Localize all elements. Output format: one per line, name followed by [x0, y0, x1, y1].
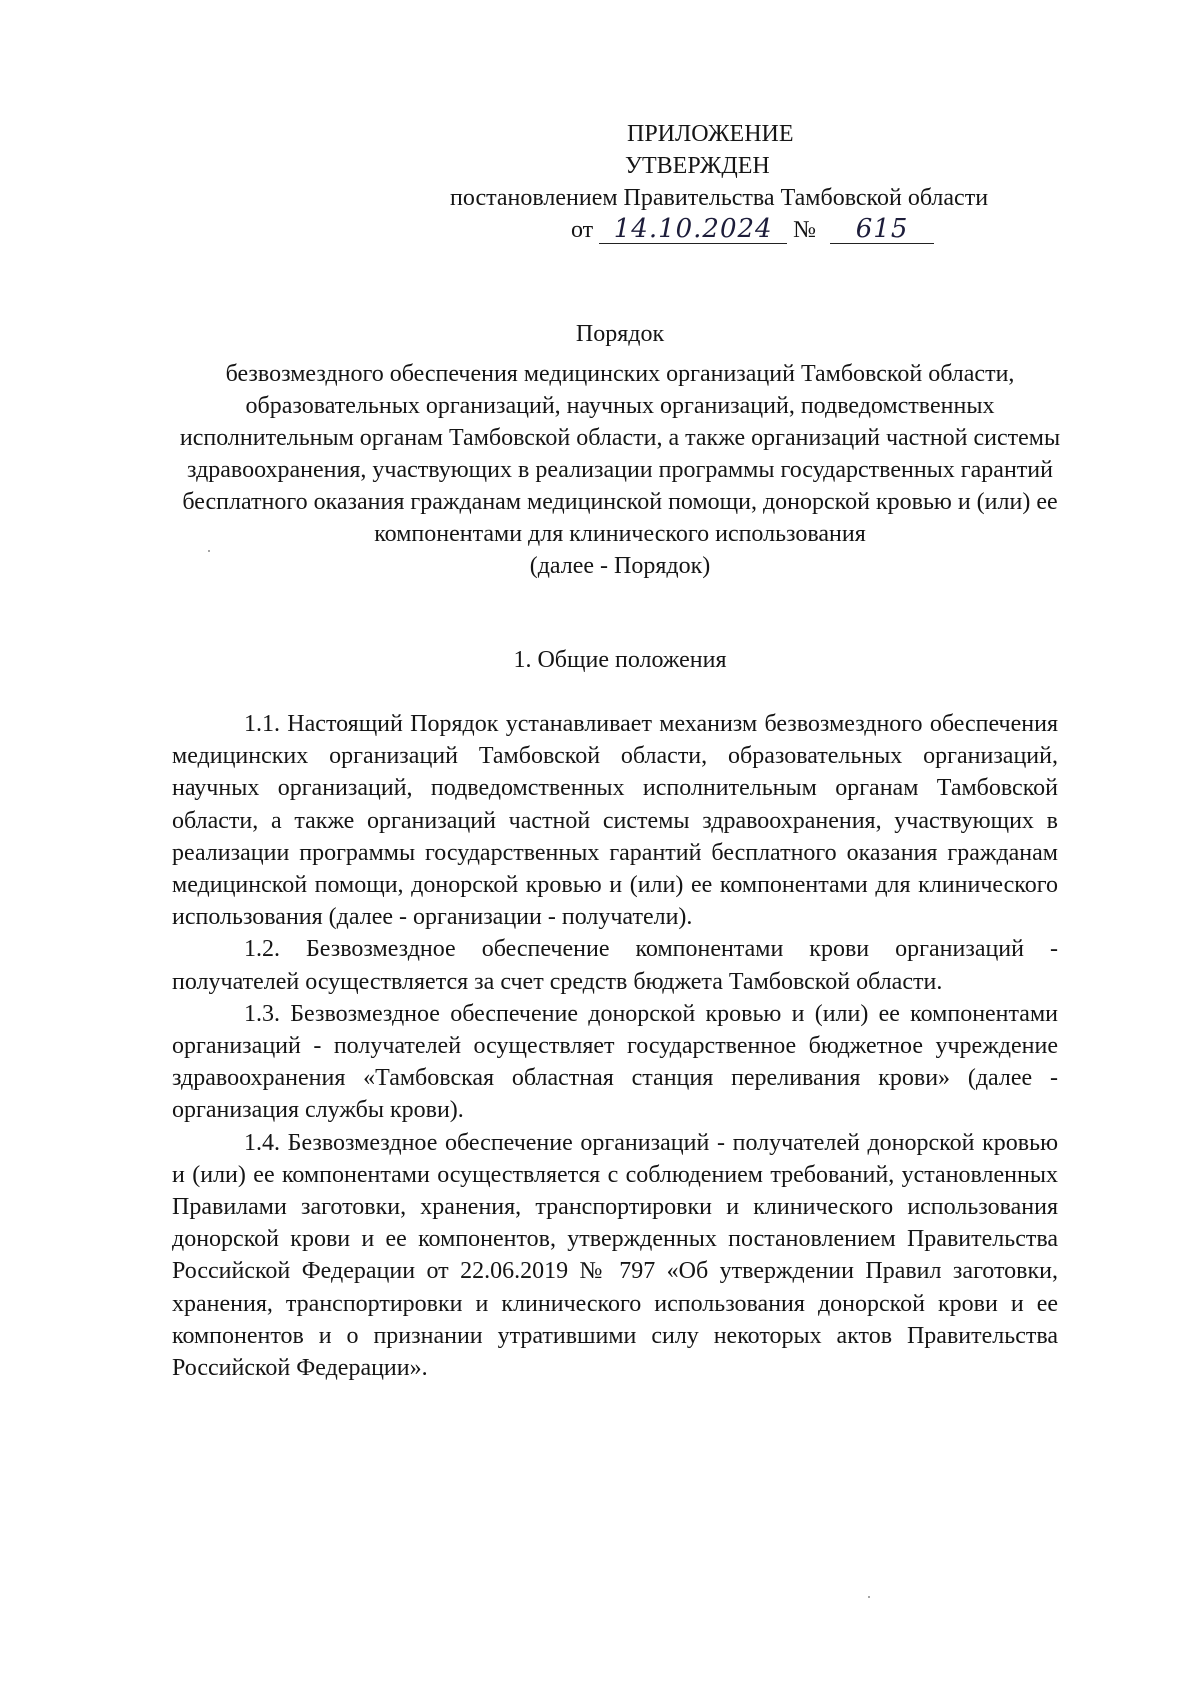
decree-date-number: [420, 214, 1120, 246]
number-prefix: №: [793, 217, 817, 243]
title-subject: безвозмездного обеспечения медицинских организаций Тамбовской области, образовательных организаций, научных организаций, подведомственных исполнительным органам Тамбовской области, а также организаций частной системы здравоохранения, участвующих в реализации программы государственных гарантий бесплатного оказания гражданам медицинской помощи, донорской кровью и (или) ее компонентами для клинического использования: [179, 361, 1061, 547]
approval-block: [420, 118, 1120, 246]
paragraph-1-2: 1.2. Безвозмездное обеспечение компонентами крови организаций - получателей осуществляется за счет средств бюджета Тамбовской области.: [172, 936, 1058, 995]
title-heading: Порядок: [575, 321, 665, 347]
scan-speck: [868, 1596, 870, 1598]
approved-label: УТВЕРЖДЕН: [625, 153, 770, 179]
decree-reference: постановлением Правительства Тамбовской области: [450, 185, 989, 211]
document-title: [160, 318, 1080, 582]
handwritten-number: 615: [830, 215, 934, 244]
handwritten-date: 14.10.2024: [599, 215, 787, 244]
section-body: [172, 708, 1058, 1384]
paragraph-1-1: 1.1. Настоящий Порядок устанавливает механизм безвозмездного обеспечения медицинских организаций Тамбовской области, образовательных организаций, научных организаций, подведомственных исполнительным органам Тамбовской области, а также организаций частной системы здравоохранения, участвующих в реализации программы государственных гарантий бесплатного оказания гражданам медицинской помощи, донорской кровью и (или) ее компонентами для клинического использования (далее - организации - получатели).: [172, 711, 1058, 931]
paragraph-1-4: 1.4. Безвозмездное обеспечение организаций - получателей донорской кровью и (или) ее компонентами осуществляется с соблюдением требований, установленных Правилами заготовки, хранения, транспортировки и клинического использования донорской крови и ее компонентов, утвержденных постановлением Правительства Российской Федерации от 22.06.2019 № 797 «Об утверждении Правил заготовки, хранения, транспортировки и клинического использования донорской крови и ее компонентов и о признании утратившими силу некоторых актов Правительства Российской Федерации».: [172, 1129, 1058, 1382]
title-short-name: (далее - Порядок): [529, 553, 711, 579]
scan-speck: [208, 550, 210, 552]
date-prefix: от: [571, 217, 594, 243]
section-heading: 1. Общие положения: [513, 647, 727, 673]
appendix-title: ПРИЛОЖЕНИЕ: [627, 121, 794, 147]
paragraph-1-3: 1.3. Безвозмездное обеспечение донорской кровью и (или) ее компонентами организаций - получателей осуществляет государственное бюджетное учреждение здравоохранения «Тамбовская областная станция переливания крови» (далее - организация службы крови).: [172, 1000, 1058, 1124]
